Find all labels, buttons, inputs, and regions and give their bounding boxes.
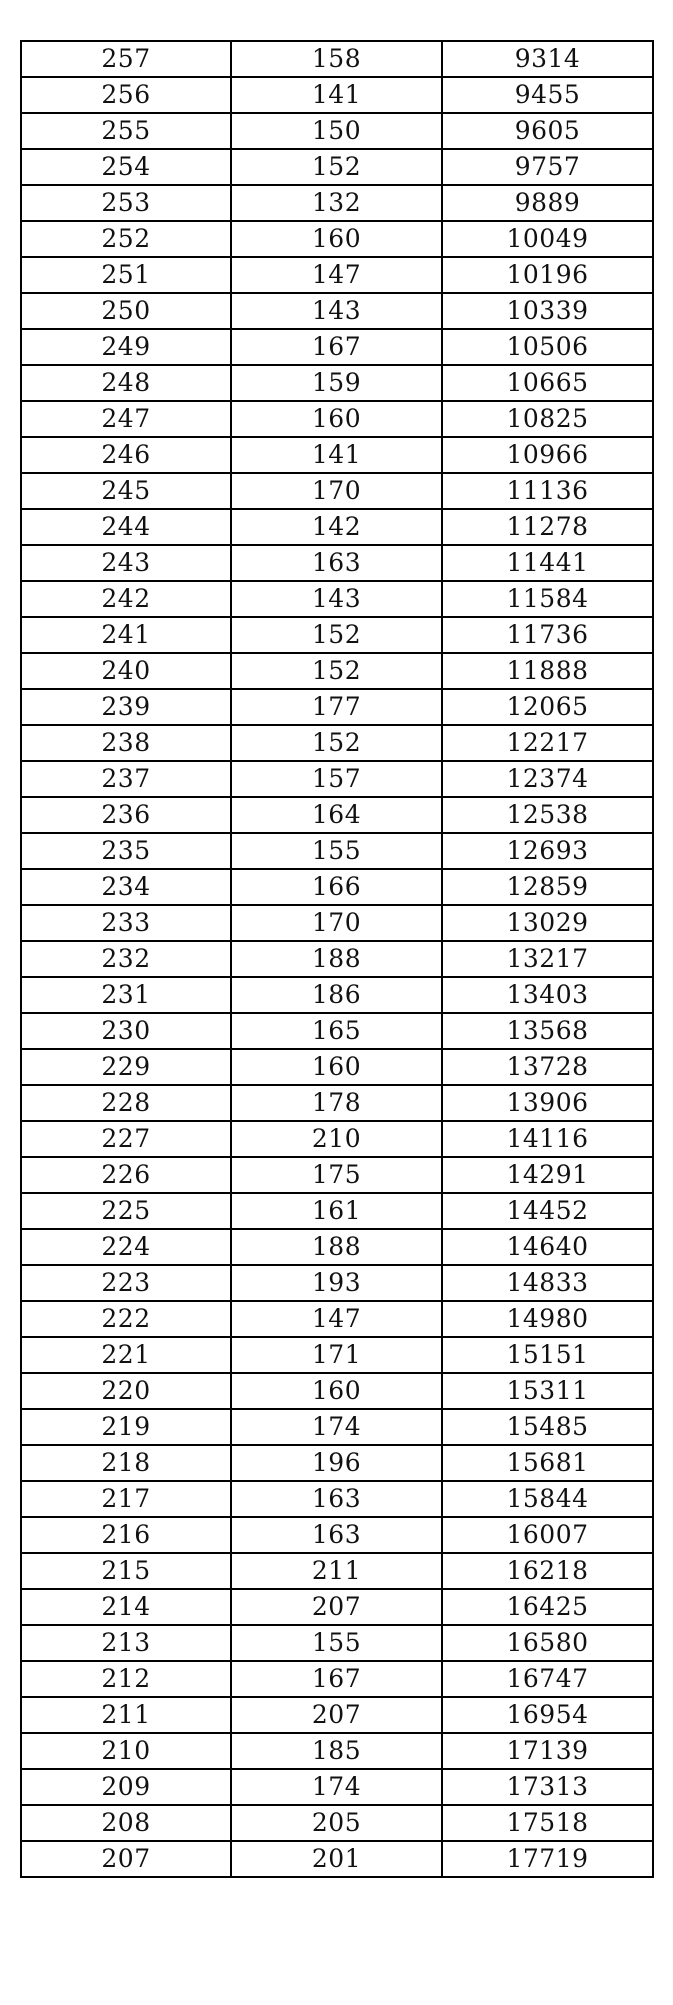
- score-cell: 217: [21, 1481, 231, 1517]
- score-cell: 235: [21, 833, 231, 869]
- cumulative-cell: 14116: [442, 1121, 653, 1157]
- count-cell: 142: [231, 509, 442, 545]
- table-row: [21, 329, 653, 365]
- cumulative-cell: 10049: [442, 221, 653, 257]
- count-cell: 170: [231, 905, 442, 941]
- score-cell: 228: [21, 1085, 231, 1121]
- count-cell: 207: [231, 1697, 442, 1733]
- score-cell: 244: [21, 509, 231, 545]
- count-cell: 193: [231, 1265, 442, 1301]
- score-cell: 257: [21, 41, 231, 77]
- score-cell: 207: [21, 1841, 231, 1877]
- table-row: [21, 725, 653, 761]
- cumulative-cell: 11888: [442, 653, 653, 689]
- score-cell: 223: [21, 1265, 231, 1301]
- count-cell: 188: [231, 1229, 442, 1265]
- cumulative-cell: 16580: [442, 1625, 653, 1661]
- table-row: [21, 1769, 653, 1805]
- cumulative-cell: 12859: [442, 869, 653, 905]
- cumulative-cell: 9314: [442, 41, 653, 77]
- table-row: [21, 113, 653, 149]
- score-cell: 224: [21, 1229, 231, 1265]
- cumulative-cell: 10966: [442, 437, 653, 473]
- table-row: [21, 1697, 653, 1733]
- count-cell: 211: [231, 1553, 442, 1589]
- table-row: [21, 1625, 653, 1661]
- cumulative-cell: 13029: [442, 905, 653, 941]
- cumulative-cell: 10825: [442, 401, 653, 437]
- score-cell: 222: [21, 1301, 231, 1337]
- count-cell: 143: [231, 293, 442, 329]
- score-cell: 236: [21, 797, 231, 833]
- count-cell: 155: [231, 1625, 442, 1661]
- count-cell: 152: [231, 149, 442, 185]
- cumulative-cell: 9455: [442, 77, 653, 113]
- table-row: [21, 581, 653, 617]
- cumulative-cell: 13403: [442, 977, 653, 1013]
- count-cell: 152: [231, 617, 442, 653]
- count-cell: 150: [231, 113, 442, 149]
- score-cell: 221: [21, 1337, 231, 1373]
- cumulative-cell: 11278: [442, 509, 653, 545]
- table-row: [21, 1481, 653, 1517]
- cumulative-cell: 16218: [442, 1553, 653, 1589]
- table-row: [21, 437, 653, 473]
- table-row: [21, 1733, 653, 1769]
- cumulative-cell: 16007: [442, 1517, 653, 1553]
- count-cell: 177: [231, 689, 442, 725]
- cumulative-cell: 11136: [442, 473, 653, 509]
- score-cell: 242: [21, 581, 231, 617]
- cumulative-cell: 12693: [442, 833, 653, 869]
- count-cell: 175: [231, 1157, 442, 1193]
- score-cell: 249: [21, 329, 231, 365]
- table-row: [21, 905, 653, 941]
- cumulative-cell: 17719: [442, 1841, 653, 1877]
- score-cell: 254: [21, 149, 231, 185]
- count-cell: 158: [231, 41, 442, 77]
- count-cell: 196: [231, 1445, 442, 1481]
- count-cell: 201: [231, 1841, 442, 1877]
- cumulative-cell: 12374: [442, 761, 653, 797]
- score-cell: 232: [21, 941, 231, 977]
- cumulative-cell: 10196: [442, 257, 653, 293]
- cumulative-cell: 17139: [442, 1733, 653, 1769]
- score-cell: 229: [21, 1049, 231, 1085]
- table-row: [21, 869, 653, 905]
- cumulative-cell: 11736: [442, 617, 653, 653]
- count-cell: 152: [231, 653, 442, 689]
- count-cell: 157: [231, 761, 442, 797]
- table-row: [21, 41, 653, 77]
- score-cell: 237: [21, 761, 231, 797]
- cumulative-cell: 15311: [442, 1373, 653, 1409]
- cumulative-cell: 14980: [442, 1301, 653, 1337]
- table-row: [21, 1553, 653, 1589]
- score-cell: 231: [21, 977, 231, 1013]
- count-cell: 167: [231, 329, 442, 365]
- table-row: [21, 797, 653, 833]
- cumulative-cell: 14291: [442, 1157, 653, 1193]
- cumulative-cell: 17518: [442, 1805, 653, 1841]
- count-cell: 143: [231, 581, 442, 617]
- table-row: [21, 257, 653, 293]
- count-cell: 147: [231, 1301, 442, 1337]
- count-cell: 166: [231, 869, 442, 905]
- table-row: [21, 1013, 653, 1049]
- table-row: [21, 1409, 653, 1445]
- table-row: [21, 1841, 653, 1877]
- count-cell: 210: [231, 1121, 442, 1157]
- table-row: [21, 1085, 653, 1121]
- table-row: [21, 473, 653, 509]
- count-cell: 141: [231, 437, 442, 473]
- table-row: [21, 833, 653, 869]
- cumulative-cell: 10665: [442, 365, 653, 401]
- count-cell: 155: [231, 833, 442, 869]
- count-cell: 171: [231, 1337, 442, 1373]
- score-cell: 243: [21, 545, 231, 581]
- score-cell: 247: [21, 401, 231, 437]
- score-cell: 214: [21, 1589, 231, 1625]
- score-cell: 225: [21, 1193, 231, 1229]
- cumulative-cell: 12538: [442, 797, 653, 833]
- score-cell: 219: [21, 1409, 231, 1445]
- table-row: [21, 1229, 653, 1265]
- document-page: [20, 40, 652, 1878]
- cumulative-cell: 12065: [442, 689, 653, 725]
- score-cell: 216: [21, 1517, 231, 1553]
- table-row: [21, 1373, 653, 1409]
- score-cell: 233: [21, 905, 231, 941]
- cumulative-cell: 9605: [442, 113, 653, 149]
- table-row: [21, 509, 653, 545]
- table-row: [21, 1193, 653, 1229]
- cumulative-cell: 13217: [442, 941, 653, 977]
- cumulative-cell: 13728: [442, 1049, 653, 1085]
- cumulative-cell: 10506: [442, 329, 653, 365]
- score-cell: 220: [21, 1373, 231, 1409]
- score-cell: 213: [21, 1625, 231, 1661]
- table-row: [21, 293, 653, 329]
- score-cell: 255: [21, 113, 231, 149]
- count-cell: 160: [231, 221, 442, 257]
- cumulative-cell: 15485: [442, 1409, 653, 1445]
- score-cell: 252: [21, 221, 231, 257]
- count-cell: 161: [231, 1193, 442, 1229]
- score-cell: 246: [21, 437, 231, 473]
- score-cell: 248: [21, 365, 231, 401]
- cumulative-cell: 16954: [442, 1697, 653, 1733]
- score-cell: 218: [21, 1445, 231, 1481]
- score-cell: 215: [21, 1553, 231, 1589]
- table-row: [21, 689, 653, 725]
- count-cell: 163: [231, 545, 442, 581]
- count-cell: 163: [231, 1517, 442, 1553]
- score-cell: 234: [21, 869, 231, 905]
- table-row: [21, 149, 653, 185]
- count-cell: 160: [231, 401, 442, 437]
- cumulative-cell: 15151: [442, 1337, 653, 1373]
- cumulative-cell: 15844: [442, 1481, 653, 1517]
- table-row: [21, 617, 653, 653]
- count-cell: 167: [231, 1661, 442, 1697]
- cumulative-cell: 17313: [442, 1769, 653, 1805]
- score-cell: 212: [21, 1661, 231, 1697]
- score-cell: 230: [21, 1013, 231, 1049]
- table-row: [21, 1445, 653, 1481]
- table-row: [21, 1121, 653, 1157]
- count-cell: 170: [231, 473, 442, 509]
- count-cell: 159: [231, 365, 442, 401]
- count-cell: 186: [231, 977, 442, 1013]
- count-cell: 164: [231, 797, 442, 833]
- count-cell: 207: [231, 1589, 442, 1625]
- score-cell: 241: [21, 617, 231, 653]
- table-row: [21, 761, 653, 797]
- cumulative-cell: 11584: [442, 581, 653, 617]
- count-cell: 141: [231, 77, 442, 113]
- score-cell: 238: [21, 725, 231, 761]
- score-cell: 251: [21, 257, 231, 293]
- cumulative-cell: 13568: [442, 1013, 653, 1049]
- count-cell: 174: [231, 1409, 442, 1445]
- table-row: [21, 1805, 653, 1841]
- cumulative-cell: 12217: [442, 725, 653, 761]
- score-cell: 210: [21, 1733, 231, 1769]
- count-cell: 185: [231, 1733, 442, 1769]
- score-table-body: [21, 41, 653, 1877]
- table-row: [21, 1265, 653, 1301]
- table-row: [21, 221, 653, 257]
- score-cell: 250: [21, 293, 231, 329]
- table-row: [21, 365, 653, 401]
- table-row: [21, 653, 653, 689]
- count-cell: 147: [231, 257, 442, 293]
- score-cell: 209: [21, 1769, 231, 1805]
- cumulative-cell: 13906: [442, 1085, 653, 1121]
- score-cell: 239: [21, 689, 231, 725]
- cumulative-cell: 15681: [442, 1445, 653, 1481]
- count-cell: 205: [231, 1805, 442, 1841]
- table-row: [21, 977, 653, 1013]
- table-row: [21, 401, 653, 437]
- cumulative-cell: 16747: [442, 1661, 653, 1697]
- score-cell: 227: [21, 1121, 231, 1157]
- table-row: [21, 1337, 653, 1373]
- count-cell: 132: [231, 185, 442, 221]
- score-table: [20, 40, 654, 1878]
- cumulative-cell: 9889: [442, 185, 653, 221]
- table-row: [21, 941, 653, 977]
- table-row: [21, 1589, 653, 1625]
- score-cell: 211: [21, 1697, 231, 1733]
- cumulative-cell: 14452: [442, 1193, 653, 1229]
- cumulative-cell: 10339: [442, 293, 653, 329]
- table-row: [21, 545, 653, 581]
- score-cell: 208: [21, 1805, 231, 1841]
- score-cell: 240: [21, 653, 231, 689]
- count-cell: 178: [231, 1085, 442, 1121]
- count-cell: 188: [231, 941, 442, 977]
- score-cell: 245: [21, 473, 231, 509]
- cumulative-cell: 11441: [442, 545, 653, 581]
- count-cell: 174: [231, 1769, 442, 1805]
- count-cell: 160: [231, 1373, 442, 1409]
- score-cell: 226: [21, 1157, 231, 1193]
- table-row: [21, 1301, 653, 1337]
- count-cell: 160: [231, 1049, 442, 1085]
- score-cell: 256: [21, 77, 231, 113]
- table-row: [21, 1661, 653, 1697]
- table-row: [21, 1049, 653, 1085]
- cumulative-cell: 14640: [442, 1229, 653, 1265]
- table-row: [21, 1517, 653, 1553]
- cumulative-cell: 16425: [442, 1589, 653, 1625]
- table-row: [21, 185, 653, 221]
- table-row: [21, 77, 653, 113]
- table-row: [21, 1157, 653, 1193]
- cumulative-cell: 9757: [442, 149, 653, 185]
- cumulative-cell: 14833: [442, 1265, 653, 1301]
- count-cell: 152: [231, 725, 442, 761]
- count-cell: 165: [231, 1013, 442, 1049]
- count-cell: 163: [231, 1481, 442, 1517]
- score-cell: 253: [21, 185, 231, 221]
